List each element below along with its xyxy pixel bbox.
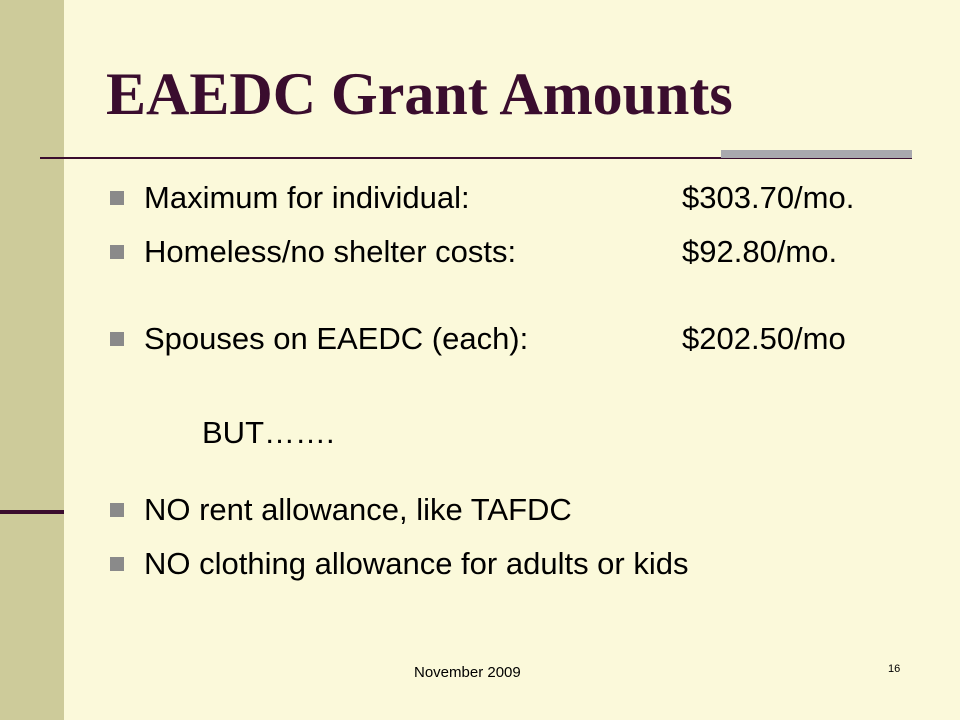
title-divider-accent [721, 150, 912, 158]
bullet-item-spouses [110, 317, 930, 361]
bullet-amount: $202.50/mo [682, 321, 846, 356]
bullet-item-no-clothing [110, 542, 930, 586]
bullet-item-maximum-individual [110, 176, 930, 220]
bullet-label: NO rent allowance, like TAFDC [144, 492, 572, 527]
bullet-item-homeless [110, 230, 930, 274]
bullet-amount: $92.80/mo. [682, 234, 838, 269]
slide-number: 16 [888, 663, 901, 675]
but-text: BUT……. [202, 415, 335, 450]
slide-title: EAEDC Grant Amounts [106, 61, 733, 127]
left-sidebar-bar [0, 0, 64, 720]
left-accent-line [0, 510, 64, 514]
bullet-label: Spouses on EAEDC (each): [144, 321, 529, 356]
bullet-label: NO clothing allowance for adults or kids [144, 546, 689, 581]
square-bullet-icon [110, 245, 124, 259]
bullet-amount: $303.70/mo. [682, 180, 855, 215]
square-bullet-icon [110, 557, 124, 571]
bullet-label: Homeless/no shelter costs: [144, 234, 517, 269]
bullet-item-no-rent [110, 488, 930, 532]
square-bullet-icon [110, 503, 124, 517]
bullet-label: Maximum for individual: [144, 180, 470, 215]
square-bullet-icon [110, 332, 124, 346]
footer-date: November 2009 [414, 664, 521, 681]
square-bullet-icon [110, 191, 124, 205]
